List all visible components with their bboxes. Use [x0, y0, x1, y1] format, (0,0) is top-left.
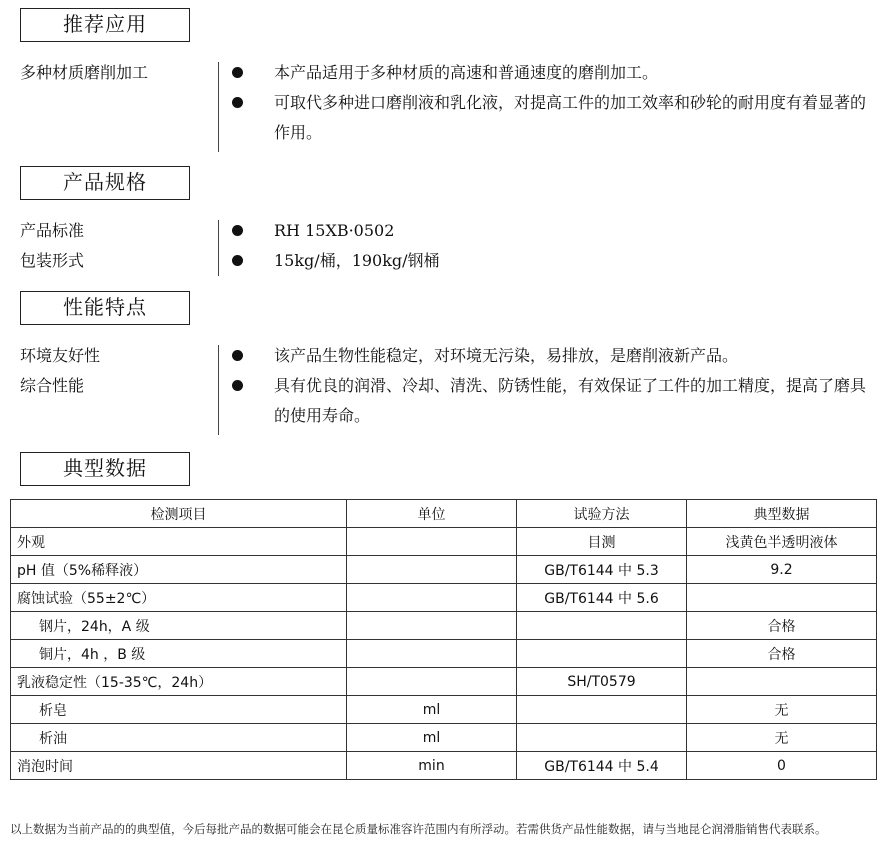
typical-data-table [10, 499, 877, 780]
cell-item: 外观 [11, 528, 347, 556]
bullet-text: 15kg/桶，190kg/钢桶 [274, 251, 440, 270]
cell-unit: ml [347, 724, 517, 752]
bullet-text: 可取代多种进口磨削液和乳化液，对提高工件的加工效率和砂轮的耐用度有着显著的作用。 [274, 93, 867, 142]
table-row [11, 528, 877, 556]
table-row [11, 640, 877, 668]
cell-method [517, 640, 687, 668]
column-header-value: 典型数据 [687, 500, 877, 528]
section-title-typical: 典型数据 [20, 452, 190, 486]
cell-unit [347, 612, 517, 640]
divider-line [218, 220, 219, 276]
bullet-dot-icon [232, 225, 243, 236]
cell-value: 无 [687, 724, 877, 752]
column-header-unit: 单位 [347, 500, 517, 528]
cell-value [687, 584, 877, 612]
section-title-recommended: 推荐应用 [20, 8, 190, 42]
bullet-item [232, 341, 872, 371]
table-row [11, 752, 877, 780]
cell-value: 0 [687, 752, 877, 780]
cell-unit: min [347, 752, 517, 780]
left-label: 产品标准 [20, 221, 85, 240]
bullet-item [232, 246, 872, 276]
bullet-text: 具有优良的润滑、冷却、清洗、防锈性能，有效保证了工件的加工精度，提高了磨具的使用寿命。 [274, 376, 867, 425]
cell-value: 浅黄色半透明液体 [687, 528, 877, 556]
left-label: 包装形式 [20, 251, 85, 270]
bullet-dot-icon [232, 97, 243, 108]
table-row [11, 612, 877, 640]
cell-unit [347, 584, 517, 612]
divider-line [218, 345, 219, 435]
bullet-text: 该产品生物性能稳定，对环境无污染，易排放，是磨削液新产品。 [274, 346, 739, 365]
table-row [11, 556, 877, 584]
section-title-spec: 产品规格 [20, 166, 190, 200]
spec-bullets [232, 216, 872, 276]
bullet-item [232, 58, 872, 88]
footnote: 以上数据为当前产品的的典型值，今后每批产品的数据可能会在昆仑质量标准容许范围内有所浮动。若需供货产品性能数据，请与当地昆仑润滑脂销售代表联系。 [10, 822, 827, 836]
bullet-item [232, 216, 872, 246]
divider-line [218, 62, 219, 152]
bullet-text: RH 15XB·0502 [274, 221, 395, 240]
cell-item: 消泡时间 [11, 752, 347, 780]
cell-item: 铜片，4h ，B 级 [11, 640, 347, 668]
left-label: 多种材质磨削加工 [20, 63, 149, 82]
cell-unit: ml [347, 696, 517, 724]
cell-unit [347, 640, 517, 668]
cell-item: 腐蚀试验（55±2℃） [11, 584, 347, 612]
left-label: 环境友好性 [20, 346, 101, 365]
left-label: 综合性能 [20, 376, 85, 395]
cell-value [687, 668, 877, 696]
section-title-features: 性能特点 [20, 291, 190, 325]
cell-item: 钢片，24h，A 级 [11, 612, 347, 640]
cell-item: 析油 [11, 724, 347, 752]
cell-item: pH 值（5%稀释液） [11, 556, 347, 584]
cell-unit [347, 528, 517, 556]
bullet-item [232, 88, 872, 148]
bullet-item [232, 371, 872, 431]
cell-unit [347, 668, 517, 696]
cell-method [517, 724, 687, 752]
spec-left-labels [20, 216, 210, 276]
cell-value: 9.2 [687, 556, 877, 584]
cell-method: GB/T6144 中 5.3 [517, 556, 687, 584]
cell-value: 合格 [687, 612, 877, 640]
cell-value: 无 [687, 696, 877, 724]
bullet-dot-icon [232, 380, 243, 391]
cell-method [517, 696, 687, 724]
table-row [11, 584, 877, 612]
cell-method: SH/T0579 [517, 668, 687, 696]
features-bullets [232, 341, 872, 431]
cell-item: 析皂 [11, 696, 347, 724]
cell-method: GB/T6144 中 5.6 [517, 584, 687, 612]
cell-item: 乳液稳定性（15-35℃，24h） [11, 668, 347, 696]
bullet-text: 本产品适用于多种材质的高速和普通速度的磨削加工。 [274, 63, 659, 82]
cell-method: GB/T6144 中 5.4 [517, 752, 687, 780]
table-row [11, 668, 877, 696]
table-body [11, 528, 877, 780]
features-left-labels [20, 341, 210, 401]
recommended-bullets [232, 58, 872, 148]
cell-unit [347, 556, 517, 584]
bullet-dot-icon [232, 67, 243, 78]
table-row [11, 724, 877, 752]
bullet-dot-icon [232, 255, 243, 266]
bullet-dot-icon [232, 350, 243, 361]
column-header-method: 试验方法 [517, 500, 687, 528]
cell-method: 目测 [517, 528, 687, 556]
cell-value: 合格 [687, 640, 877, 668]
cell-method [517, 612, 687, 640]
table-row [11, 696, 877, 724]
recommended-left-labels [20, 58, 210, 88]
column-header-item: 检测项目 [11, 500, 347, 528]
table-header-row [11, 500, 877, 528]
